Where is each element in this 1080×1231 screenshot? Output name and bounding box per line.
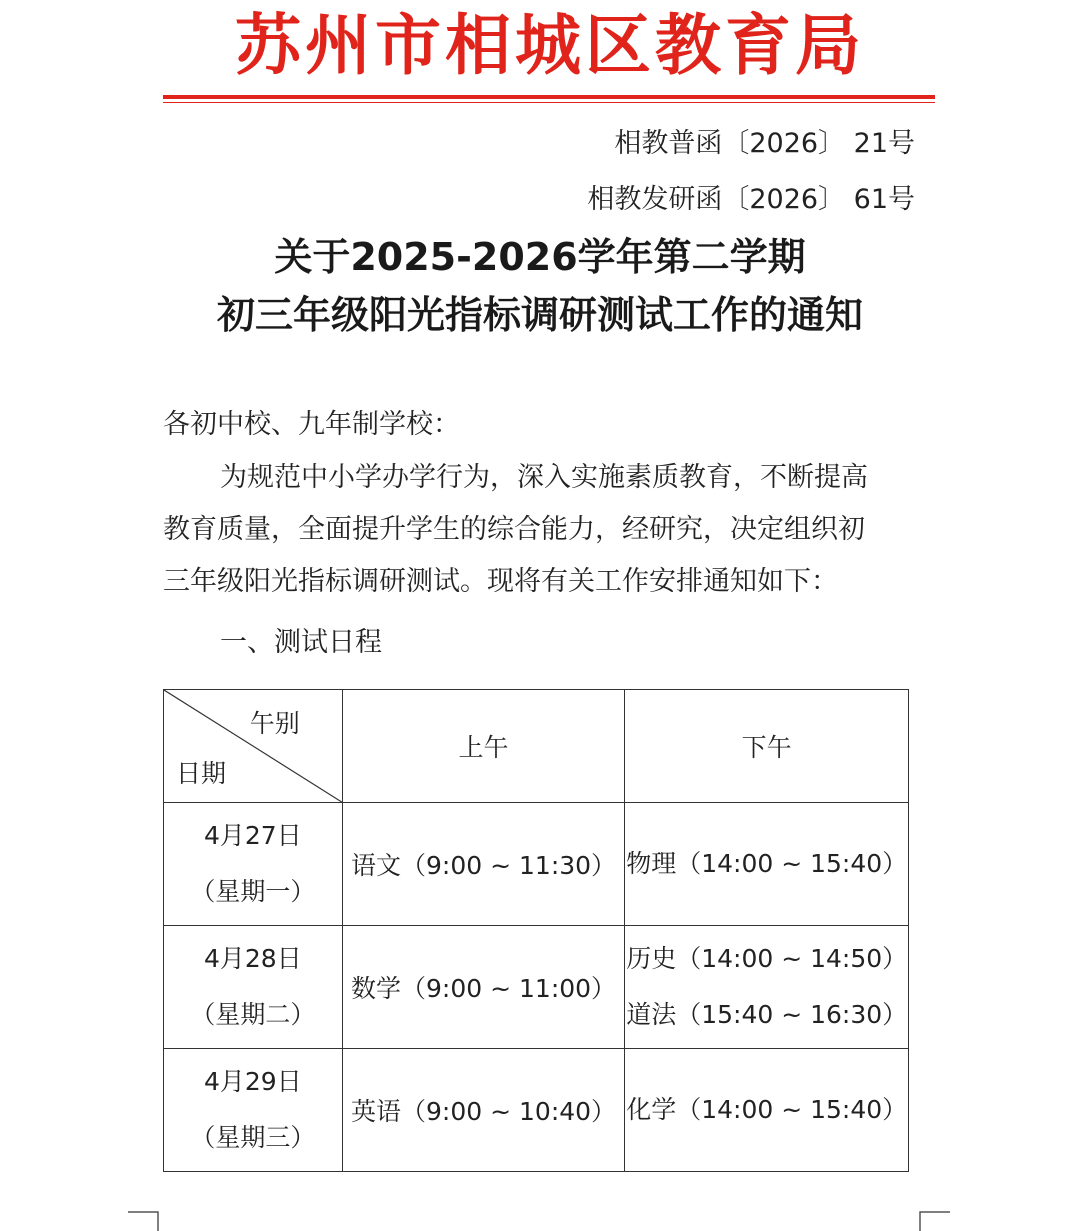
corner-label-date: 日期 xyxy=(176,759,227,788)
crop-mark-left xyxy=(128,1211,160,1231)
weekday-label: （星期一） xyxy=(190,877,316,906)
table-row xyxy=(164,926,909,1049)
afternoon-exam-cell xyxy=(625,926,909,1049)
table-header-row xyxy=(164,690,909,803)
morning-exam-cell: 语文（9:00 ~ 11:30） xyxy=(342,803,625,926)
exam-entry: 物理（14:00 ~ 15:40） xyxy=(626,849,908,878)
date-label: 4月28日 xyxy=(204,944,302,973)
date-cell xyxy=(164,1049,343,1172)
body-paragraph-line: 为规范中小学办学行为，深入实施素质教育，不断提高 xyxy=(220,462,868,493)
date-label: 4月29日 xyxy=(204,1067,302,1096)
exam-entry: 历史（14:00 ~ 14:50） xyxy=(626,944,908,973)
salutation: 各初中校、九年制学校： xyxy=(163,409,460,440)
notice-title-line-1: 关于2025-2026学年第二学期 xyxy=(274,235,806,279)
body-paragraph-line: 教育质量，全面提升学生的综合能力，经研究，决定组织初 xyxy=(163,514,865,545)
letterhead-org-name: 苏州市相城区教育局 xyxy=(235,6,865,84)
letterhead-red-rule-thin xyxy=(163,102,935,103)
weekday-label: （星期三） xyxy=(190,1123,316,1152)
afternoon-exam-cell xyxy=(625,803,909,926)
table-row xyxy=(164,803,909,926)
weekday-label: （星期二） xyxy=(190,1000,316,1029)
exam-entry: 道法（15:40 ~ 16:30） xyxy=(626,1000,908,1029)
column-header-afternoon: 下午 xyxy=(625,690,909,803)
letterhead-red-rule xyxy=(163,95,935,99)
notice-title-line-2: 初三年级阳光指标调研测试工作的通知 xyxy=(216,293,863,337)
column-header-morning: 上午 xyxy=(342,690,625,803)
date-cell xyxy=(164,926,343,1049)
date-cell xyxy=(164,803,343,926)
date-label: 4月27日 xyxy=(204,821,302,850)
morning-exam-cell: 数学（9:00 ~ 11:00） xyxy=(342,926,625,1049)
table-row xyxy=(164,1049,909,1172)
afternoon-exam-cell xyxy=(625,1049,909,1172)
document-number-1: 相教普函〔2026〕 21号 xyxy=(614,128,915,159)
test-schedule-table xyxy=(163,689,909,1172)
diagonal-header-cell xyxy=(164,690,343,803)
body-paragraph-line: 三年级阳光指标调研测试。现将有关工作安排通知如下： xyxy=(163,566,838,597)
exam-entry: 化学（14:00 ~ 15:40） xyxy=(626,1095,908,1124)
crop-mark-right xyxy=(918,1211,950,1231)
document-number-2: 相教发研函〔2026〕 61号 xyxy=(587,184,915,215)
corner-label-period: 午别 xyxy=(249,709,300,738)
morning-exam-cell: 英语（9:00 ~ 10:40） xyxy=(342,1049,625,1172)
section-heading-schedule: 一、测试日程 xyxy=(220,627,382,658)
